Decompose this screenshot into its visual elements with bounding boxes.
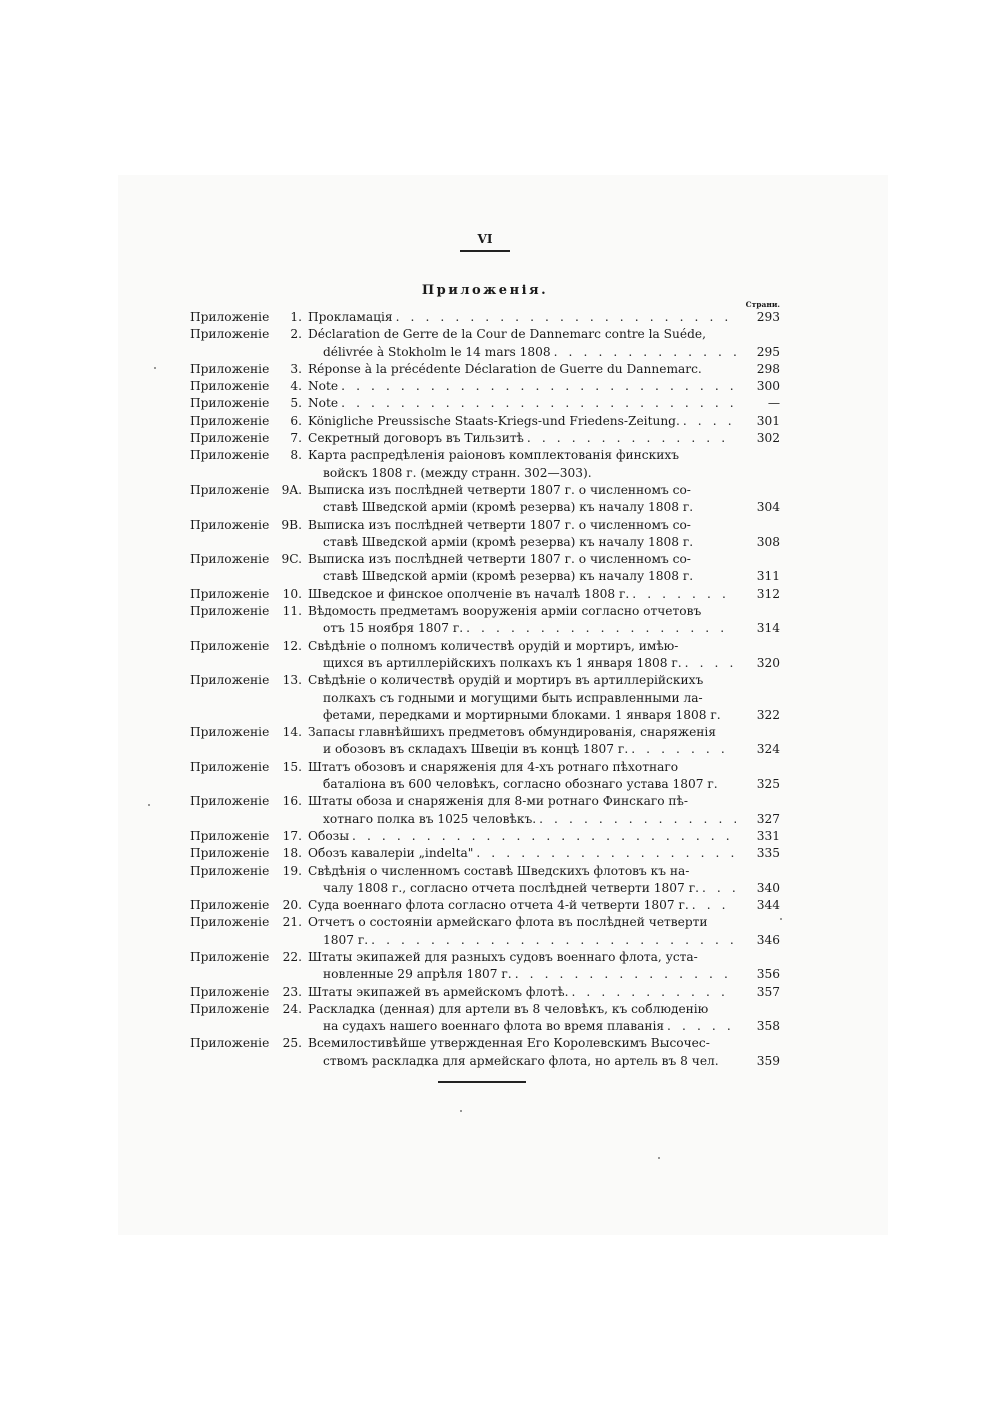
dot-leader [628,741,736,758]
line-spacer [719,1053,736,1070]
toc-entry [190,309,780,326]
entry-page: 304 [756,500,780,515]
entry-title [308,309,780,326]
entry-page: 346 [756,932,780,947]
entry-title-line [308,344,780,361]
entry-title [308,378,780,395]
entry-number: 11. [282,604,302,619]
line-spacer [708,1001,736,1018]
entry-title [308,447,780,482]
table-of-contents [190,309,780,1070]
entry-label: Приложеніе [190,517,270,532]
line-spacer [721,707,736,724]
entry-title-line [308,430,780,447]
entry-title-line [308,1053,780,1070]
line-spacer [679,447,736,464]
dot-leader [463,620,736,637]
entry-title-text: Штаты обоза и снаряженія для 8-ми ротнаго Финскаго пѣ- [308,794,689,809]
entry-label: Приложеніе [190,327,270,342]
toc-entry [190,949,780,984]
entry-title-line [308,741,780,758]
entry-title [308,430,780,447]
entry-label: Приложеніе [190,915,270,930]
entry-title-line [308,534,780,551]
entry-title-line [308,517,780,534]
entry-label: Приложеніе [190,984,270,999]
dot-leader [338,378,736,395]
entry-number: 12. [282,638,302,653]
entry-page: 340 [756,880,780,895]
line-spacer [691,482,736,499]
entry-title-text: баталіона въ 600 человѣкъ, согласно обознаго устава 1807 г. [323,777,718,792]
toc-entry [190,759,780,794]
entry-title-text: Штаты экипажей въ армейскомъ флотѣ. [308,984,569,999]
entry-number: 6. [290,413,302,428]
scan-speck [154,367,156,369]
line-spacer [691,517,736,534]
entry-number: 17. [282,828,302,843]
entry-number: 13. [282,673,302,688]
toc-entry [190,603,780,638]
entry-number: 9B. [281,517,302,532]
toc-entry [190,430,780,447]
entry-number: 3. [290,361,302,376]
line-spacer [698,949,736,966]
entry-page: — [767,396,780,411]
entry-page: 357 [756,984,780,999]
entry-label: Приложеніе [190,1036,270,1051]
page-spacer [736,949,780,966]
entry-label: Приложеніе [190,361,270,376]
entry-label: Приложеніе [190,448,270,463]
page-spacer [736,759,780,776]
entry-title-line [308,776,780,793]
entry-title [308,482,780,517]
toc-entry [190,1001,780,1036]
entry-title-line [308,326,780,343]
entry-title-text: Königliche Preussische Staats-Kriegs-und Friedens-Zeitung. [308,413,680,428]
entry-title [308,897,780,914]
toc-entry [190,586,780,603]
entry-title-text: Всемилостивѣйше утвержденная Его Королевскимъ Высочес- [308,1036,710,1051]
entry-page: 314 [756,621,780,636]
entry-title-text: Суда военнаго флота согласно отчета 4-й четверти 1807 г. [308,898,689,913]
entry-number: 19. [282,863,302,878]
toc-entry [190,638,780,673]
entry-title [308,672,780,724]
entry-title-line [308,620,780,637]
entry-number: 8. [290,448,302,463]
entry-title [308,395,780,412]
entry-page: 344 [756,898,780,913]
entry-page [736,465,780,482]
entry-number: 1. [290,310,302,324]
entry-title-line [308,447,780,464]
page-spacer [736,914,780,931]
entry-title-text: новленные 29 апрѣля 1807 г. [323,967,512,982]
entry-number: 16. [282,794,302,809]
entry-title-line [308,845,780,862]
entry-title [308,984,780,1001]
toc-entry [190,482,780,517]
entry-title-line [308,793,780,810]
entry-title [308,1035,780,1070]
entry-title-line [308,465,780,482]
entry-page: 320 [756,655,780,670]
entry-title-line [308,655,780,672]
entry-title-text: ставѣ Шведской арміи (кромѣ резерва) къ началу 1808 г. [323,500,694,515]
entry-number: 21. [282,915,302,930]
entry-title-text: Вѣдомость предметамъ вооруженія арміи согласно отчетовъ [308,604,702,619]
entry-title-text: Обозы [308,828,350,843]
toc-entry [190,845,780,862]
scan-speck [658,1157,660,1159]
entry-title [308,551,780,586]
entry-title-line [308,949,780,966]
entry-title [308,517,780,552]
entry-page: 335 [756,846,780,861]
entry-number: 5. [290,396,302,411]
entry-label: Приложеніе [190,482,270,497]
section-title: Приложенія. [421,283,549,298]
entry-title-text: чалу 1808 г., согласно отчета послѣдней четверти 1807 г. [323,880,699,895]
line-spacer [701,603,736,620]
page-number-underline [460,250,510,252]
line-spacer [678,638,736,655]
entry-title-text: Свѣдѣніе о полномъ количествѣ орудій и мортиръ, имѣю- [308,638,679,653]
entry-title-line [308,378,780,395]
entry-title-text: фетами, передками и мортирными блоками. 1 января 1808 г. [323,707,721,722]
entry-page: 325 [756,777,780,792]
entry-title [308,863,780,898]
entry-label: Приложеніе [190,673,270,688]
entry-page: 312 [756,586,780,601]
entry-label: Приложеніе [190,638,270,653]
dot-leader [338,395,736,412]
toc-entry [190,793,780,828]
entry-label: Приложеніе [190,379,270,394]
entry-title-text: Déclaration de Gerre de la Cour de Dannemarc contre la Suéde, [308,327,706,342]
entry-page: 301 [756,413,780,428]
entry-label: Приложеніе [190,413,270,428]
entry-title [308,586,780,603]
dot-leader [664,1018,736,1035]
entry-number: 10. [282,586,302,601]
entry-label: Приложеніе [190,552,270,567]
entry-page: 300 [756,379,780,394]
entry-title-text: Шведское и финское ополченіе въ началѣ 1808 г. [308,586,630,601]
toc-entry [190,326,780,361]
entry-page: 311 [756,569,780,584]
entry-title-text: щихся въ артиллерійскихъ полкахъ къ 1 января 1808 г. [323,655,682,670]
page-spacer [736,1001,780,1018]
toc-entry [190,672,780,724]
entry-title-line [308,1035,780,1052]
entry-title-text: Выписка изъ послѣдней четверти 1807 г. о численномъ со- [308,517,691,532]
entry-label: Приложеніе [190,431,270,446]
page-spacer [736,603,780,620]
entry-page: 322 [756,707,780,722]
entry-number: 25. [282,1036,302,1051]
line-spacer [693,534,736,551]
entry-label: Приложеніе [190,586,270,601]
entry-label: Приложеніе [190,396,270,411]
toc-entry [190,828,780,845]
entry-label: Приложеніе [190,759,270,774]
entry-title [308,724,780,759]
toc-entry [190,447,780,482]
entry-title-line [308,707,780,724]
line-spacer [702,361,736,378]
dot-leader [512,966,736,983]
toc-entry [190,863,780,898]
entry-title-line [308,932,780,949]
entry-number: 18. [282,846,302,861]
entry-page: 359 [756,1053,780,1068]
entry-title-line [308,966,780,983]
entry-number: 4. [290,379,302,394]
page-spacer [736,1035,780,1052]
entry-title-text: ствомъ раскладка для армейскаго флота, но артель въ 8 чел. [323,1053,719,1068]
entry-title-text: Отчетъ о состояніи армейскаго флота въ послѣдней четверти [308,915,708,930]
entry-title-line [308,551,780,568]
toc-entry [190,413,780,430]
entry-title [308,1001,780,1036]
entry-title-text: Выписка изъ послѣдней четверти 1807 г. о численномъ со- [308,482,691,497]
toc-entry [190,395,780,412]
entry-title-text: Note [308,396,339,411]
dot-leader [699,880,736,897]
entry-label: Приложеніе [190,725,270,740]
entry-title [308,413,780,430]
entry-title-text: délivrée à Stokholm le 14 mars 1808 [323,344,551,359]
entry-title-text: на судахъ нашего военнаго флота во время плаванія [323,1019,665,1034]
line-spacer [689,863,736,880]
entry-title-text: ставѣ Шведской арміи (кромѣ резерва) къ началу 1808 г. [323,569,694,584]
entry-title-text: войскъ 1808 г. (между странн. 302—303). [323,465,592,480]
entry-title-text: хотнаго полка въ 1025 человѣкъ. [323,811,537,826]
dot-leader [368,932,736,949]
entry-label: Приложеніе [190,949,270,964]
entry-label: Приложеніе [190,310,270,324]
entry-page: 295 [756,344,780,359]
entry-title-text: Раскладка (денная) для артели въ 8 человѣкъ, къ соблюденію [308,1001,709,1016]
pages-column-header: Страни. [745,300,780,309]
entry-title [308,793,780,828]
line-spacer [716,724,736,741]
entry-title-text: полкахъ съ годными и могущими быть исправленными ла- [323,690,703,705]
entry-title-line [308,309,780,326]
entry-title-text: Прокламація [308,310,393,324]
entry-page: 298 [756,361,780,376]
entry-number: 15. [282,759,302,774]
line-spacer [693,568,736,585]
line-spacer [703,672,736,689]
entry-label: Приложеніе [190,604,270,619]
entry-title-line [308,759,780,776]
entry-page: 324 [756,742,780,757]
line-spacer [708,914,736,931]
entry-number: 14. [282,725,302,740]
entry-number: 23. [282,984,302,999]
page-spacer [736,551,780,568]
scan-speck [148,804,150,806]
toc-entry [190,551,780,586]
entry-number: 24. [282,1001,302,1016]
dot-leader [349,828,736,845]
entry-title-line [308,897,780,914]
entry-title-line [308,863,780,880]
dot-leader [680,413,736,430]
entry-number: 20. [282,898,302,913]
entry-title-text: Секретный договоръ въ Тильзитѣ [308,431,524,446]
entry-title-text: Note [308,379,339,394]
entry-title-text: 1807 г. [323,932,369,947]
entry-label: Приложеніе [190,1001,270,1016]
entry-title-text: ставѣ Шведской арміи (кромѣ резерва) къ началу 1808 г. [323,534,694,549]
line-spacer [691,551,736,568]
entry-title-line [308,499,780,516]
entry-title [308,828,780,845]
dot-leader [536,811,736,828]
page-spacer [736,724,780,741]
page-spacer [736,863,780,880]
entry-title-line [308,361,780,378]
dot-leader [524,430,736,447]
page-spacer [736,482,780,499]
entry-title-line [308,603,780,620]
line-spacer [678,759,736,776]
entry-title-text: Выписка изъ послѣдней четверти 1807 г. о численномъ со- [308,552,691,567]
toc-entry [190,378,780,395]
entry-title [308,759,780,794]
toc-entry [190,1035,780,1070]
dot-leader [393,309,736,326]
dot-leader [682,655,736,672]
entry-page: 358 [756,1019,780,1034]
entry-page: 327 [756,811,780,826]
entry-title-text: Запасы главнѣйшихъ предметовъ обмундированія, снаряженія [308,725,716,740]
entry-title [308,949,780,984]
page-spacer [736,638,780,655]
entry-label: Приложеніе [190,828,270,843]
entry-title-line [308,586,780,603]
entry-title-text: Карта распредѣленія раіоновъ комплектованія финскихъ [308,448,679,463]
closing-rule [438,1081,526,1083]
entry-page: 308 [756,534,780,549]
entry-title-line [308,413,780,430]
toc-entry [190,984,780,1001]
toc-entry [190,897,780,914]
line-spacer [688,793,736,810]
entry-number: 22. [282,949,302,964]
entry-title-line [308,984,780,1001]
line-spacer [710,1035,736,1052]
line-spacer [703,690,736,707]
entry-title-line [308,482,780,499]
entry-label: Приложеніе [190,846,270,861]
entry-title-line [308,828,780,845]
entry-title [308,361,780,378]
dot-leader [689,897,736,914]
entry-title [308,914,780,949]
entry-label: Приложеніе [190,863,270,878]
entry-title-text: Réponse à la précédente Déclaration de Guerre du Dannemarc. [308,361,702,376]
entry-page: 331 [756,828,780,843]
page-spacer [736,447,780,464]
dot-leader [551,344,736,361]
entry-title-line [308,1001,780,1018]
dot-leader [473,845,736,862]
entry-title-line [308,690,780,707]
toc-entry [190,724,780,759]
entry-number: 7. [290,431,302,446]
toc-entry [190,914,780,949]
entry-title [308,603,780,638]
toc-entry [190,517,780,552]
entry-label: Приложеніе [190,898,270,913]
entry-title-text: Обозъ кавалеріи „indelta" [308,846,474,861]
entry-title-text: Свѣдѣніе о количествѣ орудій и мортиръ въ артиллерійскихъ [308,673,704,688]
entry-page: 356 [756,967,780,982]
entry-number: 9A. [281,482,302,497]
dot-leader [568,984,736,1001]
entry-title-text: Штатъ обозовъ и снаряженія для 4-хъ ротнаго пѣхотнаго [308,759,679,774]
entry-title-text: Свѣдѣнія о численномъ составѣ Шведскихъ флотовъ къ на- [308,863,690,878]
page-spacer [736,793,780,810]
page-spacer [736,326,780,343]
page-spacer [736,672,780,689]
entry-title-line [308,568,780,585]
entry-title-line [308,395,780,412]
entry-title [308,638,780,673]
entry-title-line [308,724,780,741]
entry-label: Приложеніе [190,794,270,809]
entry-page: 293 [756,310,780,324]
entry-title-line [308,811,780,828]
page-number: VI [477,232,493,246]
line-spacer [706,326,736,343]
page-spacer [736,690,780,707]
entry-number: 9C. [281,552,302,567]
entry-page: 302 [756,431,780,446]
line-spacer [693,499,736,516]
entry-title-line [308,638,780,655]
entry-title [308,326,780,361]
entry-title-line [308,1018,780,1035]
entry-title-line [308,672,780,689]
entry-title-text: отъ 15 ноября 1807 г. [323,621,464,636]
page-spacer [736,517,780,534]
toc-entry [190,361,780,378]
entry-title-line [308,914,780,931]
entry-number: 2. [290,327,302,342]
scan-speck [460,1110,462,1112]
entry-title-text: Штаты экипажей для разныхъ судовъ военнаго флота, уста- [308,949,698,964]
line-spacer [592,465,736,482]
entry-title-text: и обозовъ въ складахъ Швеціи въ концѣ 1807 г. [323,742,629,757]
entry-title [308,845,780,862]
dot-leader [629,586,736,603]
scan-speck [780,918,782,920]
line-spacer [718,776,736,793]
entry-title-line [308,880,780,897]
